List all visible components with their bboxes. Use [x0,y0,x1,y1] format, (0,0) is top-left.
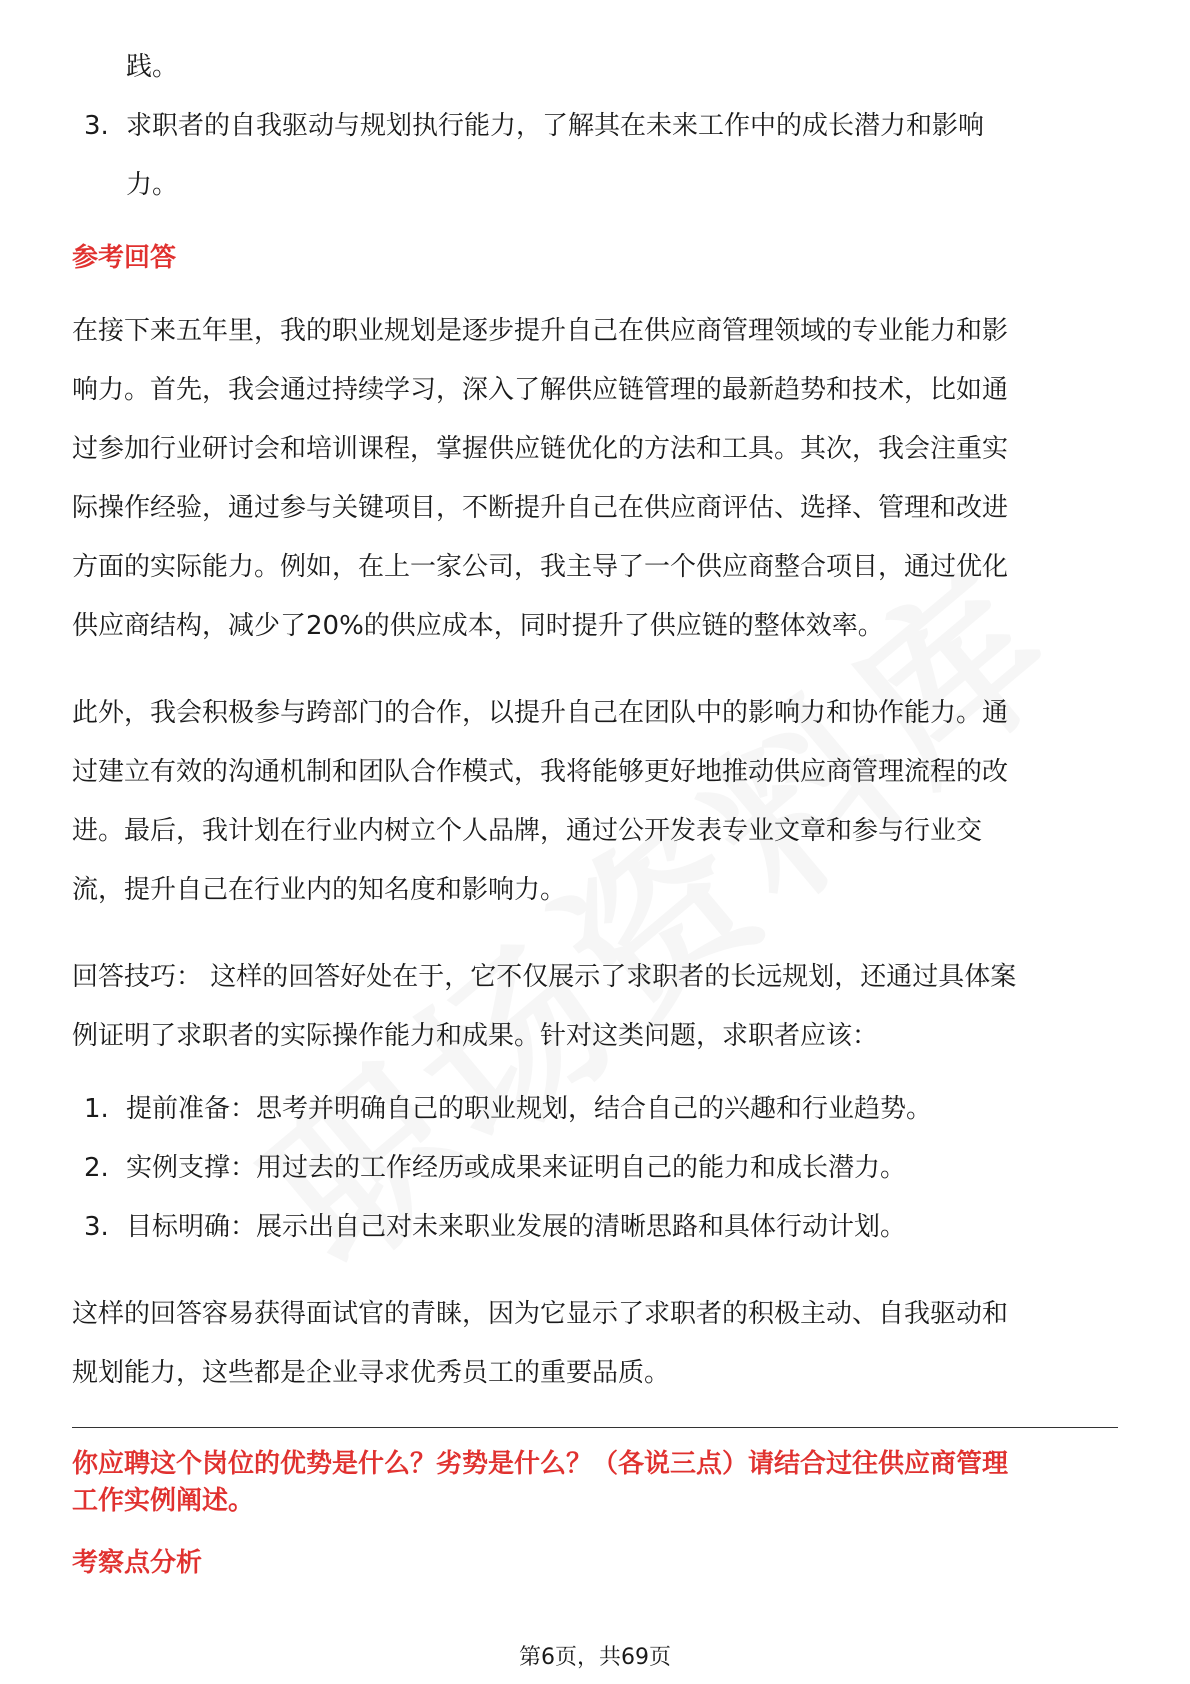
paragraph-line: 过参加行业研讨会和培训课程，掌握供应链优化的方法和工具。其次，我会注重实 [72,434,1009,464]
analysis-heading: 考察点分析 [72,1548,203,1578]
list-item-text: 提前准备：思考并明确自己的职业规划，结合自己的兴趣和行业趋势。 [126,1094,933,1124]
tips-list-item [72,1198,1118,1257]
tips-list-item [72,1080,1118,1139]
paragraph-line: 际操作经验，通过参与关键项目，不断提升自己在供应商评估、选择、管理和改进 [72,493,1009,523]
tips-list-item [72,1139,1118,1198]
paragraph-line: 例证明了求职者的实际操作能力和成果。针对这类问题，求职者应该： [72,1021,879,1051]
list-number: 3. [84,1212,109,1242]
paragraph-line: 进。最后，我计划在行业内树立个人品牌，通过公开发表专业文章和参与行业交 [72,816,983,846]
list-item-continuation: 力。 [126,170,179,200]
question-line: 你应聘这个岗位的优势是什么？劣势是什么？（各说三点）请结合过往供应商管理 [72,1449,1009,1479]
paragraph-line: 此外，我会积极参与跨部门的合作，以提升自己在团队中的影响力和协作能力。通 [72,698,1009,728]
list-item-text: 求职者的自我驱动与规划执行能力，了解其在未来工作中的成长潜力和影响 [126,111,985,141]
paragraph-line: 过建立有效的沟通机制和团队合作模式，我将能够更好地推动供应商管理流程的改 [72,757,1009,787]
paragraph-line: 规划能力，这些都是企业寻求优秀员工的重要品质。 [72,1358,671,1388]
page-footer: 第6页，共69页 [519,1645,671,1670]
tips-paragraph [72,948,1118,1066]
paragraph-line: 这样的回答容易获得面试官的青睐，因为它显示了求职者的积极主动、自我驱动和 [72,1299,1009,1329]
paragraph-line: 流，提升自己在行业内的知名度和影响力。 [72,875,567,905]
paragraph-line: 在接下来五年里，我的职业规划是逐步提升自己在供应商管理领域的专业能力和影 [72,316,1009,346]
tips-list [72,1080,1118,1257]
list-item-text: 目标明确：展示出自己对未来职业发展的清晰思路和具体行动计划。 [126,1212,907,1242]
page-content [72,38,1118,1593]
paragraph-line: 供应商结构，减少了20%的供应成本，同时提升了供应链的整体效率。 [72,611,884,641]
answer-paragraph-1 [72,302,1118,656]
list-number: 1. [84,1094,109,1124]
section-divider [72,1427,1118,1428]
list-number: 3. [84,111,109,141]
list-item-tail: 践。 [126,52,179,82]
paragraph-line: 回答技巧： 这样的回答好处在于，它不仅展示了求职者的长远规划，还通过具体案 [72,962,1017,992]
paragraph-line: 响力。首先，我会通过持续学习，深入了解供应链管理的最新趋势和技术，比如通 [72,375,1009,405]
paragraph-line: 方面的实际能力。例如，在上一家公司，我主导了一个供应商整合项目，通过优化 [72,552,1009,582]
question-line: 工作实例阐述。 [72,1486,255,1516]
answer-heading: 参考回答 [72,243,177,273]
next-question [72,1446,1118,1520]
answer-paragraph-2 [72,684,1118,920]
list-item-text: 实例支撑：用过去的工作经历或成果来证明自己的能力和成长潜力。 [126,1153,907,1183]
closing-paragraph [72,1285,1118,1403]
list-number: 2. [84,1153,109,1183]
list-item-3 [72,97,1118,156]
